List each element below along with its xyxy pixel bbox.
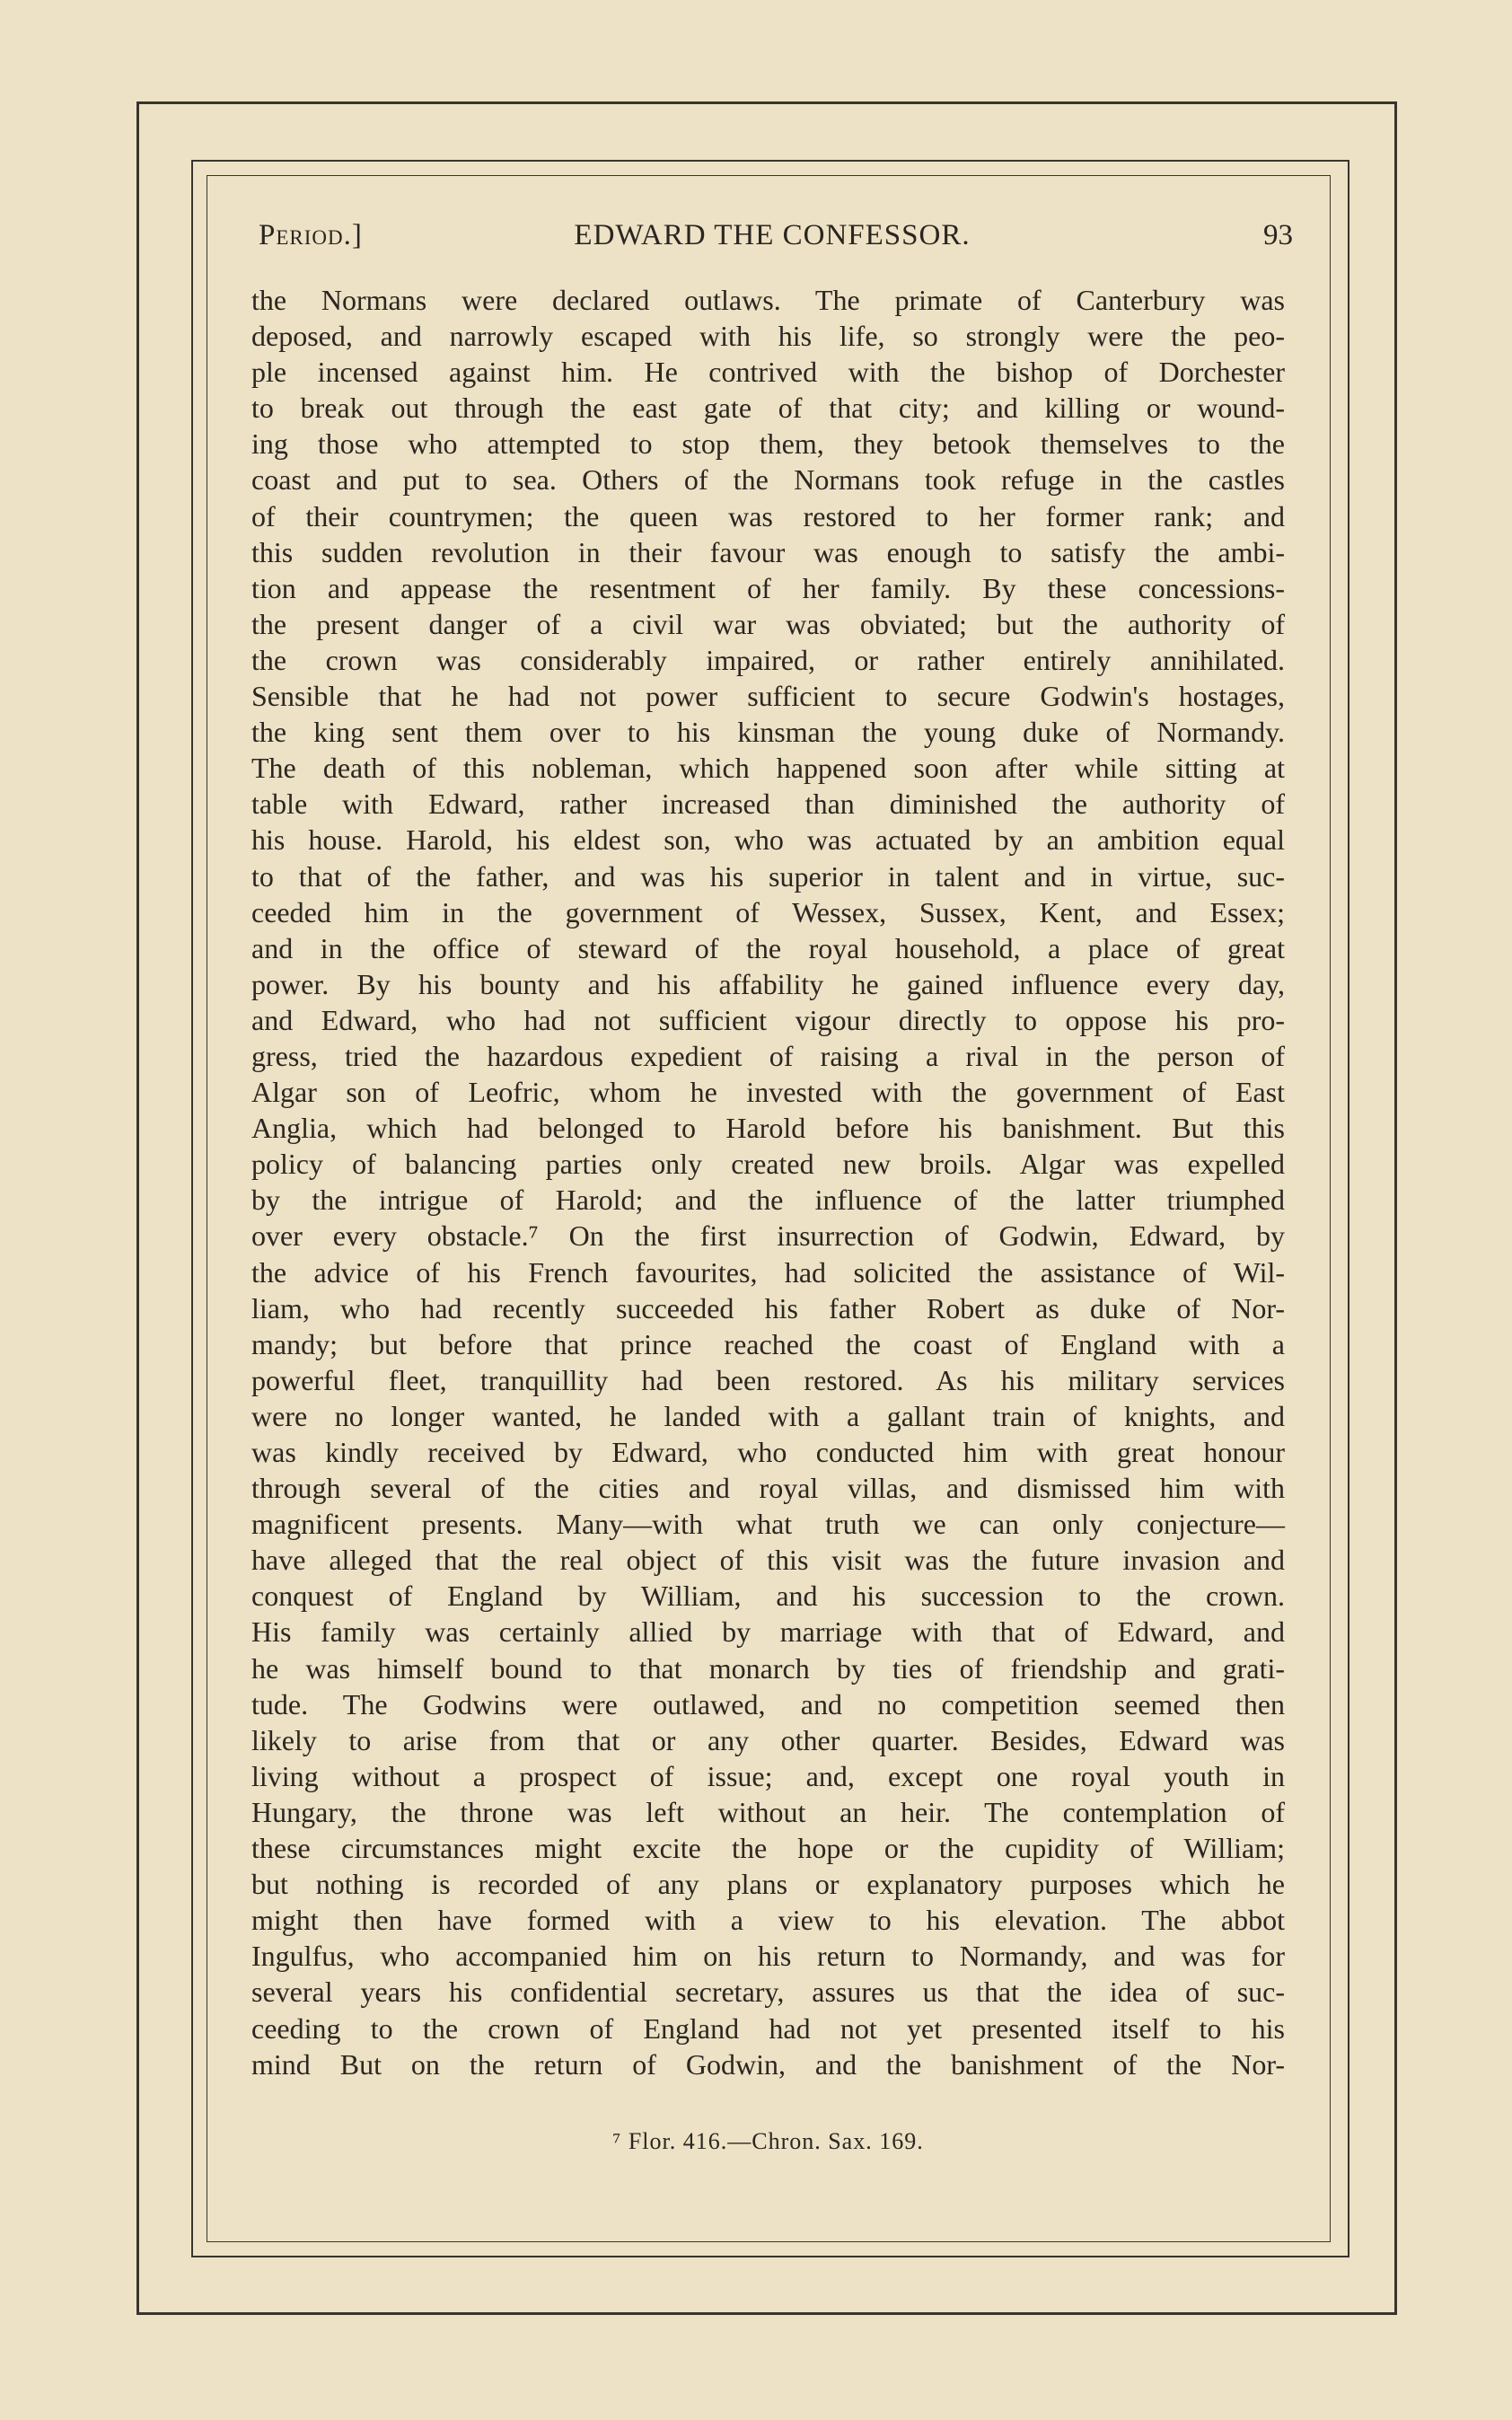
text-line: tude. The Godwins were outlawed, and no competition seemed then [251,1687,1285,1720]
text-line: policy of balancing parties only created new broils. Algar was expelled [251,1148,1285,1181]
text-line: living without a prospect of issue; and, except one royal youth in [251,1759,1285,1792]
text-line: over every obstacle.⁷ On the first insurrection of Godwin, Edward, by [251,1219,1285,1253]
text-line: the Normans were declared outlaws. The primate of Canterbury was [251,284,1285,316]
text-line: to break out through the east gate of that city; and killing or wound- [251,392,1285,425]
text-line: have alleged that the real object of this visit was the future invasion and [251,1544,1285,1577]
text-line: of their countrymen; the queen was restored to her former rank; and [251,499,1285,532]
text-line: and in the office of steward of the royal household, a place of great [251,931,1285,964]
text-line: this sudden revolution in their favour was enough to satisfy the ambi- [251,535,1285,568]
text-line: magnificent presents. Many—with what truth we can only conjecture— [251,1508,1285,1541]
text-line: Algar son of Leofric, whom he invested with the government of East [251,1076,1285,1109]
text-line: powerful fleet, tranquillity had been restored. As his military services [251,1363,1285,1396]
text-line: coast and put to sea. Others of the Normans took refuge in the castles [251,463,1285,497]
text-line: mind But on the return of Godwin, and the banishment of the Nor- [251,2047,1285,2081]
text-line: His family was certainly allied by marriage with that of Edward, and [251,1615,1285,1649]
text-line: ple incensed against him. He contrived with the bishop of Dorchester [251,356,1285,389]
text-line: to that of the father, and was his superior in talent and in virtue, suc- [251,859,1285,893]
text-line: by the intrigue of Harold; and the influence of the latter triumphed [251,1184,1285,1217]
text-line: liam, who had recently succeeded his father Robert as duke of Nor- [251,1291,1285,1324]
text-line: Ingulfus, who accompanied him on his return to Normandy, and was for [251,1940,1285,1973]
text-line: the present danger of a civil war was obviated; but the authority of [251,607,1285,640]
text-line: table with Edward, rather increased than diminished the authority of [251,788,1285,821]
running-head [251,214,1293,253]
text-line: Sensible that he had not power sufficient to secure Godwin's hostages, [251,680,1285,713]
text-line: tion and appease the resentment of her family. By these concessions- [251,571,1285,604]
text-line: ceeded him in the government of Wessex, Sussex, Kent, and Essex; [251,895,1285,928]
text-line: ing those who attempted to stop them, they betook themselves to the [251,427,1285,461]
text-line: but nothing is recorded of any plans or explanatory purposes which he [251,1868,1285,1901]
text-line: the king sent them over to his kinsman the young duke of Normandy. [251,716,1285,749]
text-line: Anglia, which had belonged to Harold before his banishment. But this [251,1112,1285,1145]
text-line: he was himself bound to that monarch by ties of friendship and grati- [251,1651,1285,1685]
text-line: several years his confidential secretary, assures us that the idea of suc- [251,1976,1285,2009]
text-line: conquest of England by William, and his succession to the crown. [251,1580,1285,1613]
page-number: 93 [1263,219,1293,251]
text-line: his house. Harold, his eldest son, who was actuated by an ambition equal [251,823,1285,857]
text-line: gress, tried the hazardous expedient of raising a rival in the person of [251,1039,1285,1072]
text-line: The death of this nobleman, which happened soon after while sitting at [251,752,1285,785]
running-head-title: EDWARD THE CONFESSOR. [574,219,971,251]
text-line: the advice of his French favourites, had solicited the assistance of Wil- [251,1255,1285,1289]
text-line: ceeding to the crown of England had not yet presented itself to his [251,2011,1285,2045]
text-line: these circumstances might excite the hope or the cupidity of William; [251,1832,1285,1865]
text-line: deposed, and narrowly escaped with his life, so strongly were the peo- [251,320,1285,353]
text-line: through several of the cities and royal villas, and dismissed him with [251,1472,1285,1505]
text-line: Hungary, the throne was left without an heir. The contemplation of [251,1795,1285,1828]
running-head-section: Period.] [259,219,363,251]
text-line: were no longer wanted, he landed with a gallant train of knights, and [251,1399,1285,1432]
text-line: was kindly received by Edward, who conducted him with great honour [251,1436,1285,1468]
text-line: likely to arise from that or any other quarter. Besides, Edward was [251,1723,1285,1756]
text-line: the crown was considerably impaired, or rather entirely annihilated. [251,643,1285,676]
text-line: mandy; but before that prince reached the coast of England with a [251,1327,1285,1360]
text-line: and Edward, who had not sufficient vigour directly to oppose his pro- [251,1003,1285,1036]
text-line: power. By his bounty and his affability he gained influence every day, [251,967,1285,1000]
footnote: ⁷ Flor. 416.—Chron. Sax. 169. [612,2128,924,2154]
body-text [251,282,1285,2082]
text-line: might then have formed with a view to his elevation. The abbot [251,1904,1285,1937]
